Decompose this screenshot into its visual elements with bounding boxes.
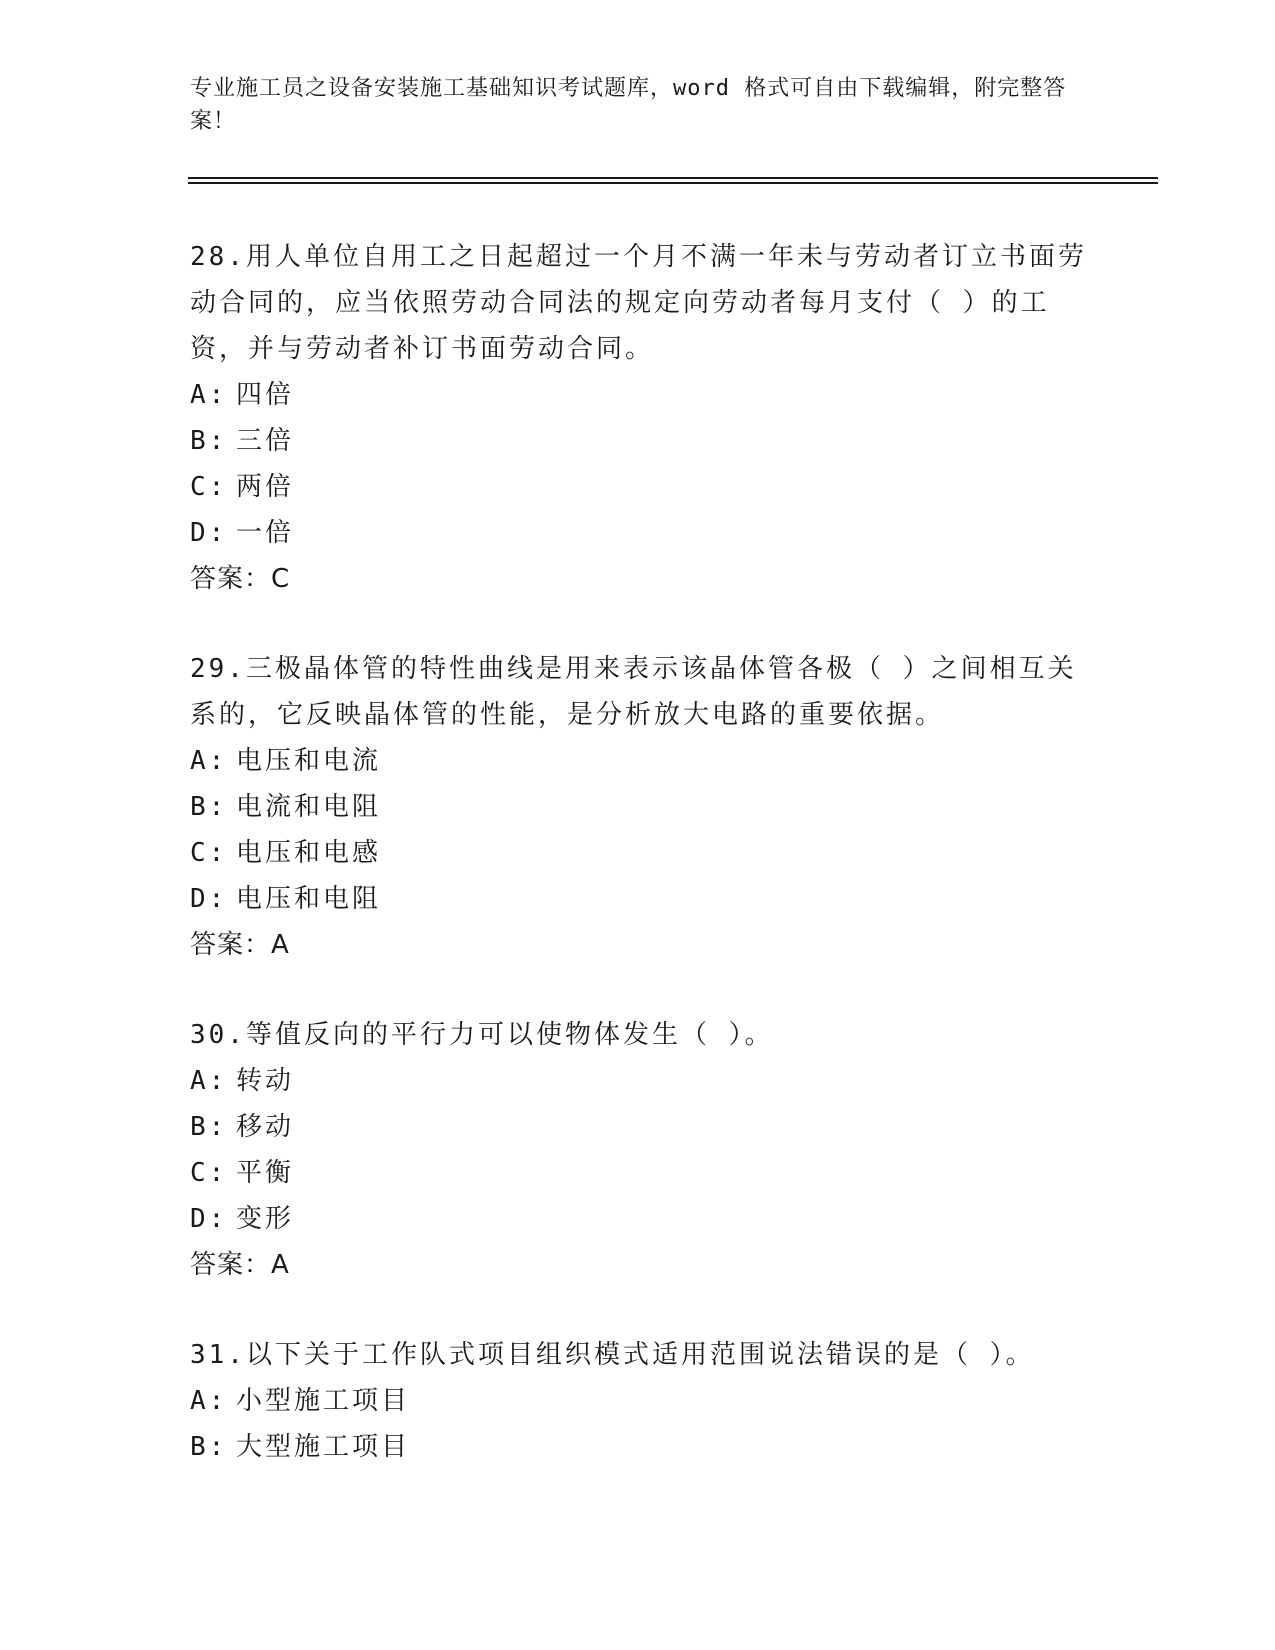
option-d [190,510,1090,556]
option-letter: B: [190,426,228,456]
answer-line: 答案：A [190,930,290,960]
question-stem: 28.用人单位自用工之日起超过一个月不满一年未与劳动者订立书面劳动合同的，应当依照劳动合同法的规定向劳动者每月支付（ ）的工资，并与劳动者补订书面劳动合同。 [190,242,1087,364]
option-a [190,372,1090,418]
option-a [190,1378,1090,1424]
option-b [190,418,1090,464]
option-text: 电压和电感 [236,838,382,868]
option-text: 电压和电阻 [236,884,382,914]
option-text: 平衡 [236,1158,295,1188]
question-31 [190,1332,1090,1470]
question-30 [190,1012,1090,1288]
option-letter: A: [190,1386,228,1416]
option-a [190,1058,1090,1104]
option-b [190,1104,1090,1150]
option-a [190,738,1090,784]
header-divider-top [188,177,1158,179]
question-28 [190,234,1090,602]
option-text: 小型施工项目 [236,1386,411,1416]
option-text: 大型施工项目 [236,1432,411,1462]
option-b [190,784,1090,830]
option-letter: B: [190,1432,228,1462]
question-stem: 30.等值反向的平行力可以使物体发生（ ）。 [190,1020,774,1050]
option-d [190,876,1090,922]
option-letter: C: [190,838,228,868]
header-divider-bottom [188,182,1158,184]
option-b [190,1424,1090,1470]
option-text: 移动 [236,1112,295,1142]
option-letter: D: [190,1204,228,1234]
answer-line: 答案：C [190,564,291,594]
option-text: 一倍 [236,518,295,548]
option-text: 转动 [236,1066,295,1096]
option-c [190,464,1090,510]
question-stem: 29.三极晶体管的特性曲线是用来表示该晶体管各极（ ）之间相互关系的，它反映晶体管的性能，是分析放大电路的重要依据。 [190,654,1077,730]
option-text: 三倍 [236,426,295,456]
option-c [190,1150,1090,1196]
option-letter: D: [190,884,228,914]
option-letter: C: [190,1158,228,1188]
option-text: 四倍 [236,380,295,410]
answer-line: 答案：A [190,1250,290,1280]
option-letter: A: [190,746,228,776]
option-letter: D: [190,518,228,548]
question-29 [190,646,1090,968]
option-letter: B: [190,1112,228,1142]
option-text: 电流和电阻 [236,792,382,822]
question-stem: 31.以下关于工作队式项目组织模式适用范围说法错误的是（ ）。 [190,1340,1035,1370]
option-letter: A: [190,380,228,410]
option-d [190,1196,1090,1242]
option-c [190,830,1090,876]
document-header: 专业施工员之设备安装施工基础知识考试题库，word 格式可自由下载编辑，附完整答案！ [190,76,1067,134]
option-letter: C: [190,472,228,502]
option-text: 变形 [236,1204,295,1234]
option-letter: A: [190,1066,228,1096]
option-letter: B: [190,792,228,822]
option-text: 电压和电流 [236,746,382,776]
option-text: 两倍 [236,472,295,502]
